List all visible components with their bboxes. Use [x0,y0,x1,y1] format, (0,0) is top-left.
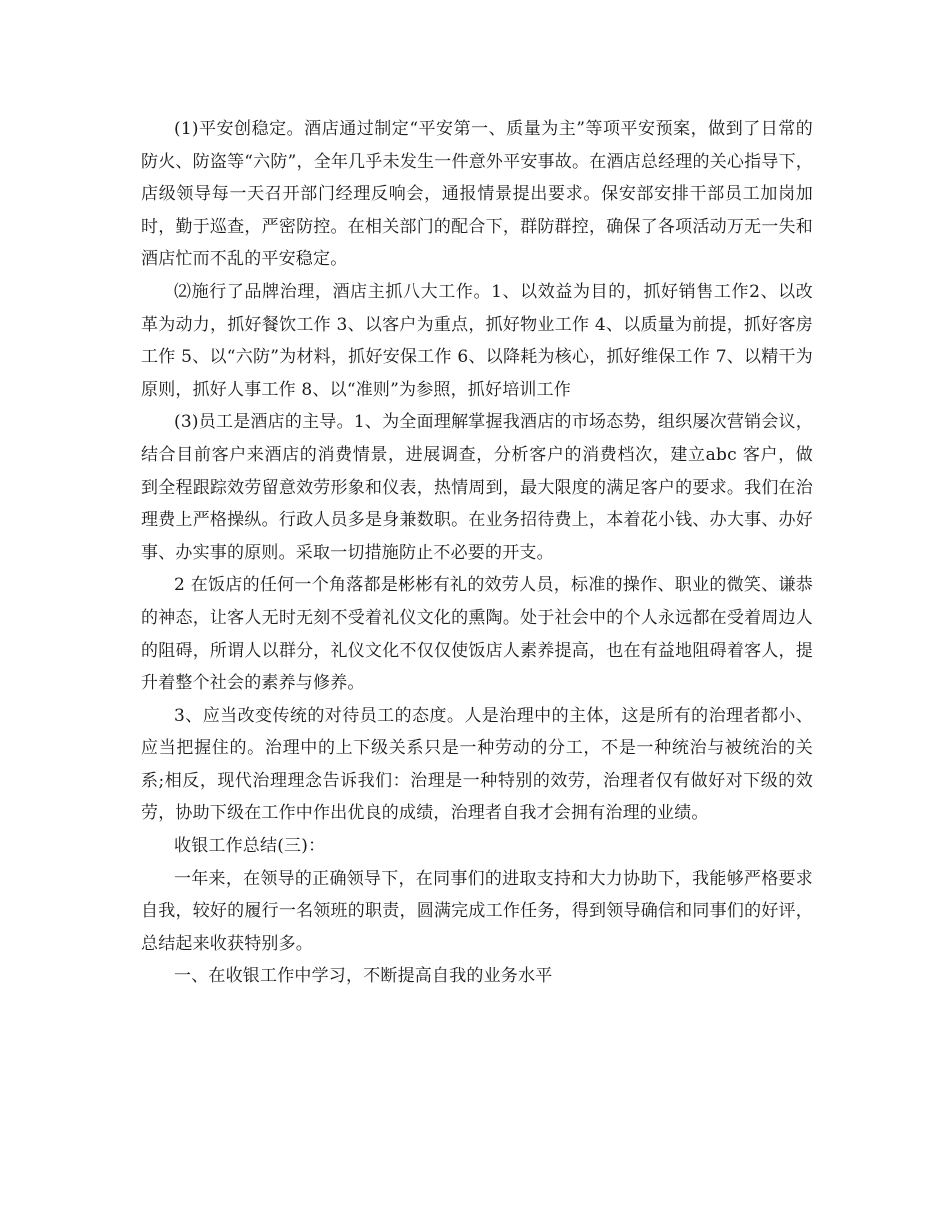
document-body [141,113,813,993]
paragraph-brand-management: ⑵施行了品牌治理，酒店主抓八大工作。1、以效益为目的，抓好销售工作2、以改革为动力，抓好餐饮工作 3、以客户为重点，抓好物业工作 4、以质量为前提，抓好客房工作 5、以“六防”为材料，抓好安保工作 6、以降耗为核心，抓好维保工作 7、以精干为原则，抓好人事工作 8、以“准则”为参照，抓好培训工作 [141,281,813,400]
paragraph-safety: (1)平安创稳定。酒店通过制定“平安第一、质量为主”等项平安预案，做到了日常的防火、防盗等“六防”，全年几乎未发生一件意外平安事故。在酒店总经理的关心指导下，店级领导每一天召开部门经理反响会，通报情景提出要求。保安部安排干部员工加岗加时，勤于巡查，严密防控。在相关部门的配合下，群防群控，确保了各项活动万无一失和酒店忙而不乱的平安稳定。 [141,119,813,270]
section-heading: 收银工作总结(三)： [174,836,326,857]
paragraph-year-summary: 一年来，在领导的正确领导下，在同事们的进取支持和大力协助下，我能够严格要求自我，较好的履行一名领班的职责，圆满完成工作任务，得到领导确信和同事们的好评，总结起来收获特别多。 [141,868,813,954]
paragraph-staff-leading: (3)员工是酒店的主导。1、为全面理解掌握我酒店的市场态势，组织屡次营销会议，结合目前客户来酒店的消费情景，进展调查，分析客户的消费档次，建立abc 客户，做到全程跟踪效劳留意效劳形象和仪表，热情周到，最大限度的满足客户的要求。我们在治理费上严格操纵。行政人员多是身兼数职。在业务招待费上，本着花小钱、办大事、办好事、办实事的原则。采取一切措施防止不必要的开支。 [141,412,813,563]
subsection-heading: 一、在收银工作中学习，不断提高自我的业务水平 [174,966,553,987]
paragraph-etiquette: 2 在饭店的任何一个角落都是彬彬有礼的效劳人员，标准的操作、职业的微笑、谦恭的神态，让客人无时无刻不受着礼仪文化的熏陶。处于社会中的个人永远都在受着周边人的阻碍，所谓人以群分，礼仪文化不仅仅使饭店人素养提高，也在有益地阻碍着客人，提升着整个社会的素养与修养。 [141,575,813,694]
paragraph-attitude: 3、应当改变传统的对待员工的态度。人是治理中的主体，这是所有的治理者都小、应当把握住的。治理中的上下级关系只是一种劳动的分工，不是一种统治与被统治的关系;相反，现代治理理念告诉我们：治理是一种特别的效劳，治理者仅有做好对下级的效劳，协助下级在工作中作出优良的成绩，治理者自我才会拥有治理的业绩。 [141,705,813,824]
